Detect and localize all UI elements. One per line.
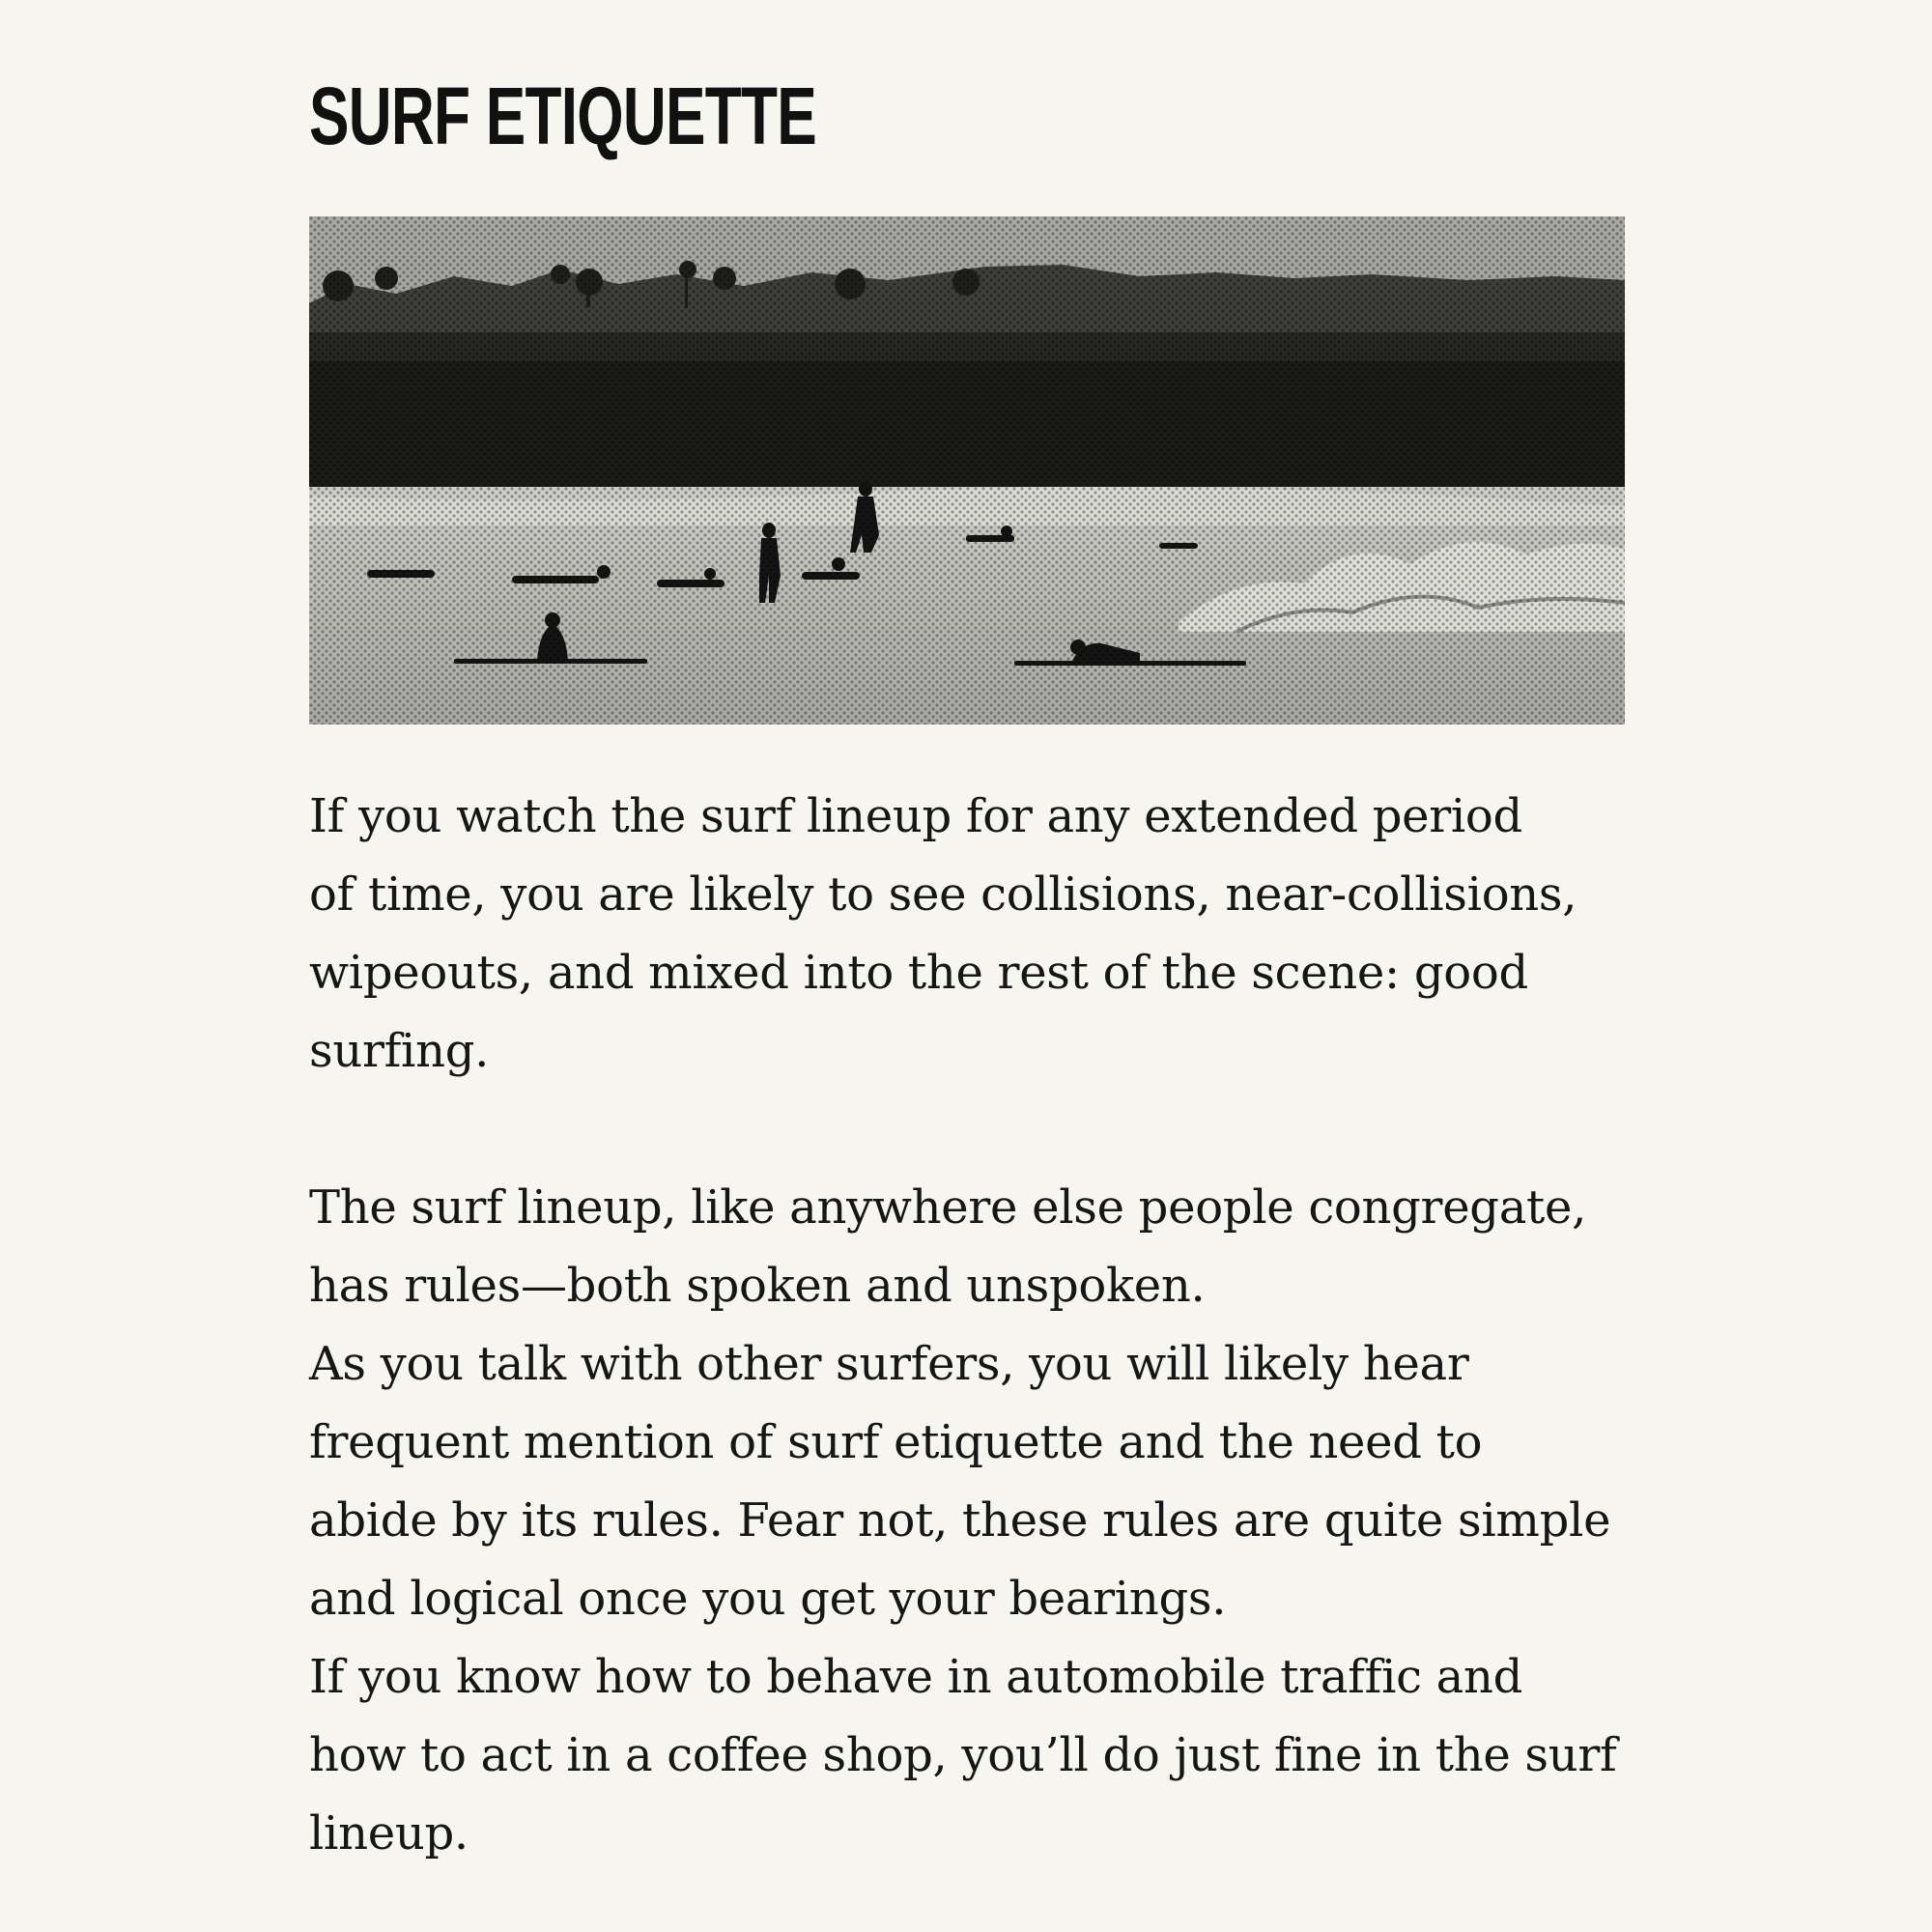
halftone-surf-lineup-photo-icon — [309, 216, 1625, 724]
text-line: lineup. — [309, 1806, 469, 1861]
text-line: wipeouts, and mixed into the rest of the scene: good — [309, 946, 1528, 1000]
text-line: As you talk with other surfers, you will likely hear — [309, 1337, 1469, 1391]
text-line: surfing. — [309, 1024, 490, 1078]
text-line: abide by its rules. Fear not, these rules are quite simple — [309, 1493, 1611, 1548]
article-title: SURF ETIQUETTE — [309, 71, 816, 161]
text-line: and logical once you get your bearings. — [309, 1572, 1227, 1626]
text-line: If you watch the surf lineup for any extended period — [309, 789, 1522, 843]
paragraph-1 — [309, 778, 1642, 1091]
text-line: of time, you are likely to see collisions, near-collisions, — [309, 867, 1577, 922]
article-body — [309, 778, 1642, 1873]
text-line: how to act in a coffee shop, you’ll do just fine in the surf — [309, 1728, 1617, 1782]
paragraph-3 — [309, 1325, 1642, 1638]
text-line: has rules—both spoken and unspoken. — [309, 1259, 1206, 1313]
paragraph-2 — [309, 1169, 1642, 1325]
text-line: frequent mention of surf etiquette and the need to — [309, 1415, 1483, 1469]
surf-lineup-photo — [309, 216, 1625, 724]
text-line: The surf lineup, like anywhere else people congregate, — [309, 1180, 1587, 1235]
text-line: If you know how to behave in automobile traffic and — [309, 1650, 1523, 1704]
paragraph-4 — [309, 1638, 1642, 1873]
